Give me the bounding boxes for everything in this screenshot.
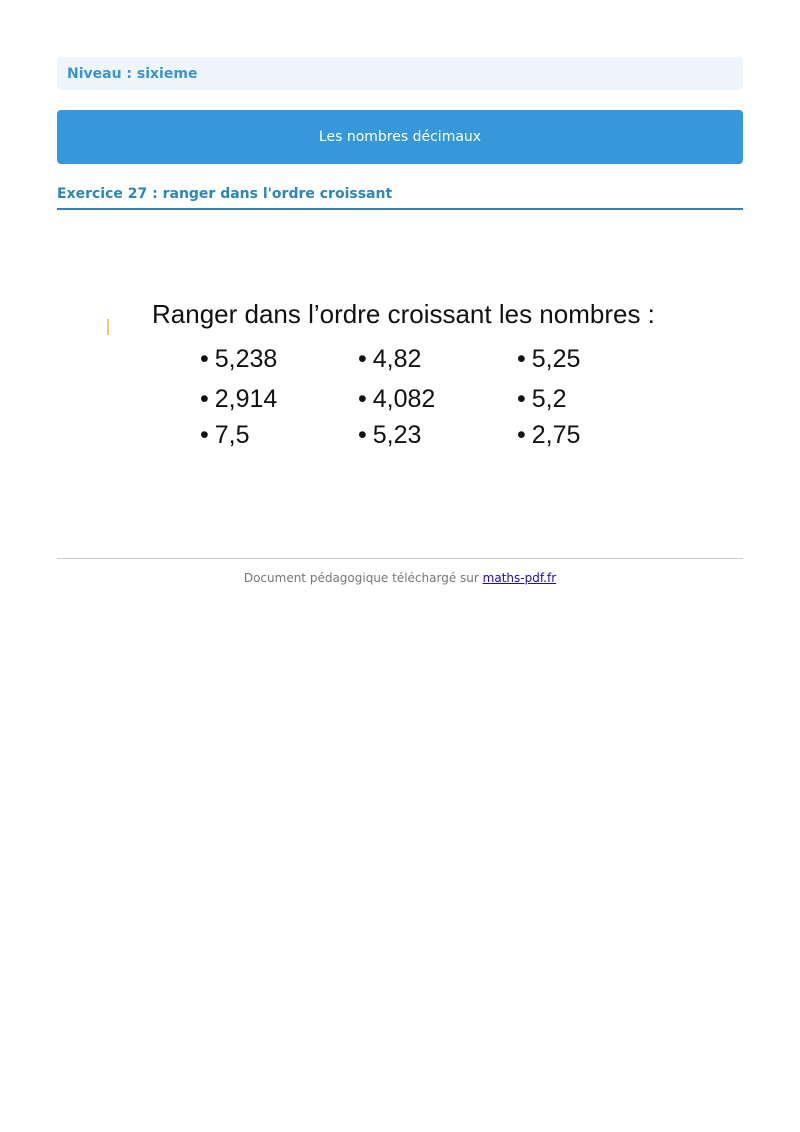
bullet-icon: • bbox=[200, 421, 209, 449]
number-item bbox=[517, 345, 580, 374]
number-value: 7,5 bbox=[214, 421, 250, 449]
number-value: 4,082 bbox=[372, 385, 436, 413]
chapter-title: Les nombres décimaux bbox=[318, 129, 482, 145]
number-item bbox=[358, 421, 421, 450]
number-value: 5,238 bbox=[214, 345, 278, 373]
bullet-icon: • bbox=[200, 385, 209, 413]
number-value: 4,82 bbox=[372, 345, 422, 373]
number-value: 5,2 bbox=[531, 385, 567, 413]
bullet-icon: • bbox=[200, 345, 209, 373]
number-value: 5,25 bbox=[531, 345, 581, 373]
number-value: 2,914 bbox=[214, 385, 278, 413]
bullet-icon: • bbox=[517, 421, 526, 449]
bullet-icon: • bbox=[517, 345, 526, 373]
decorative-mark bbox=[107, 319, 109, 335]
number-item bbox=[517, 421, 580, 450]
number-item bbox=[358, 345, 421, 374]
bullet-icon: • bbox=[358, 385, 367, 413]
number-item bbox=[200, 385, 277, 414]
level-label: Niveau : sixieme bbox=[57, 57, 743, 90]
bullet-icon: • bbox=[358, 421, 367, 449]
number-item bbox=[358, 385, 435, 414]
exercise-instruction: Ranger dans l’ordre croissant les nombres : bbox=[152, 299, 655, 329]
number-value: 2,75 bbox=[531, 421, 581, 449]
number-item bbox=[200, 345, 277, 374]
exercise-image bbox=[100, 285, 700, 465]
exercise-title: Exercice 27 : ranger dans l'ordre croissant bbox=[57, 186, 743, 210]
footer bbox=[0, 571, 800, 585]
bullet-icon: • bbox=[517, 385, 526, 413]
chapter-banner bbox=[57, 110, 743, 164]
footer-text: Document pédagogique téléchargé sur bbox=[243, 571, 479, 585]
footer-divider bbox=[57, 558, 743, 559]
footer-link[interactable]: maths-pdf.fr bbox=[482, 571, 557, 585]
number-item bbox=[200, 421, 250, 450]
number-value: 5,23 bbox=[372, 421, 422, 449]
bullet-icon: • bbox=[358, 345, 367, 373]
number-item bbox=[517, 385, 567, 414]
